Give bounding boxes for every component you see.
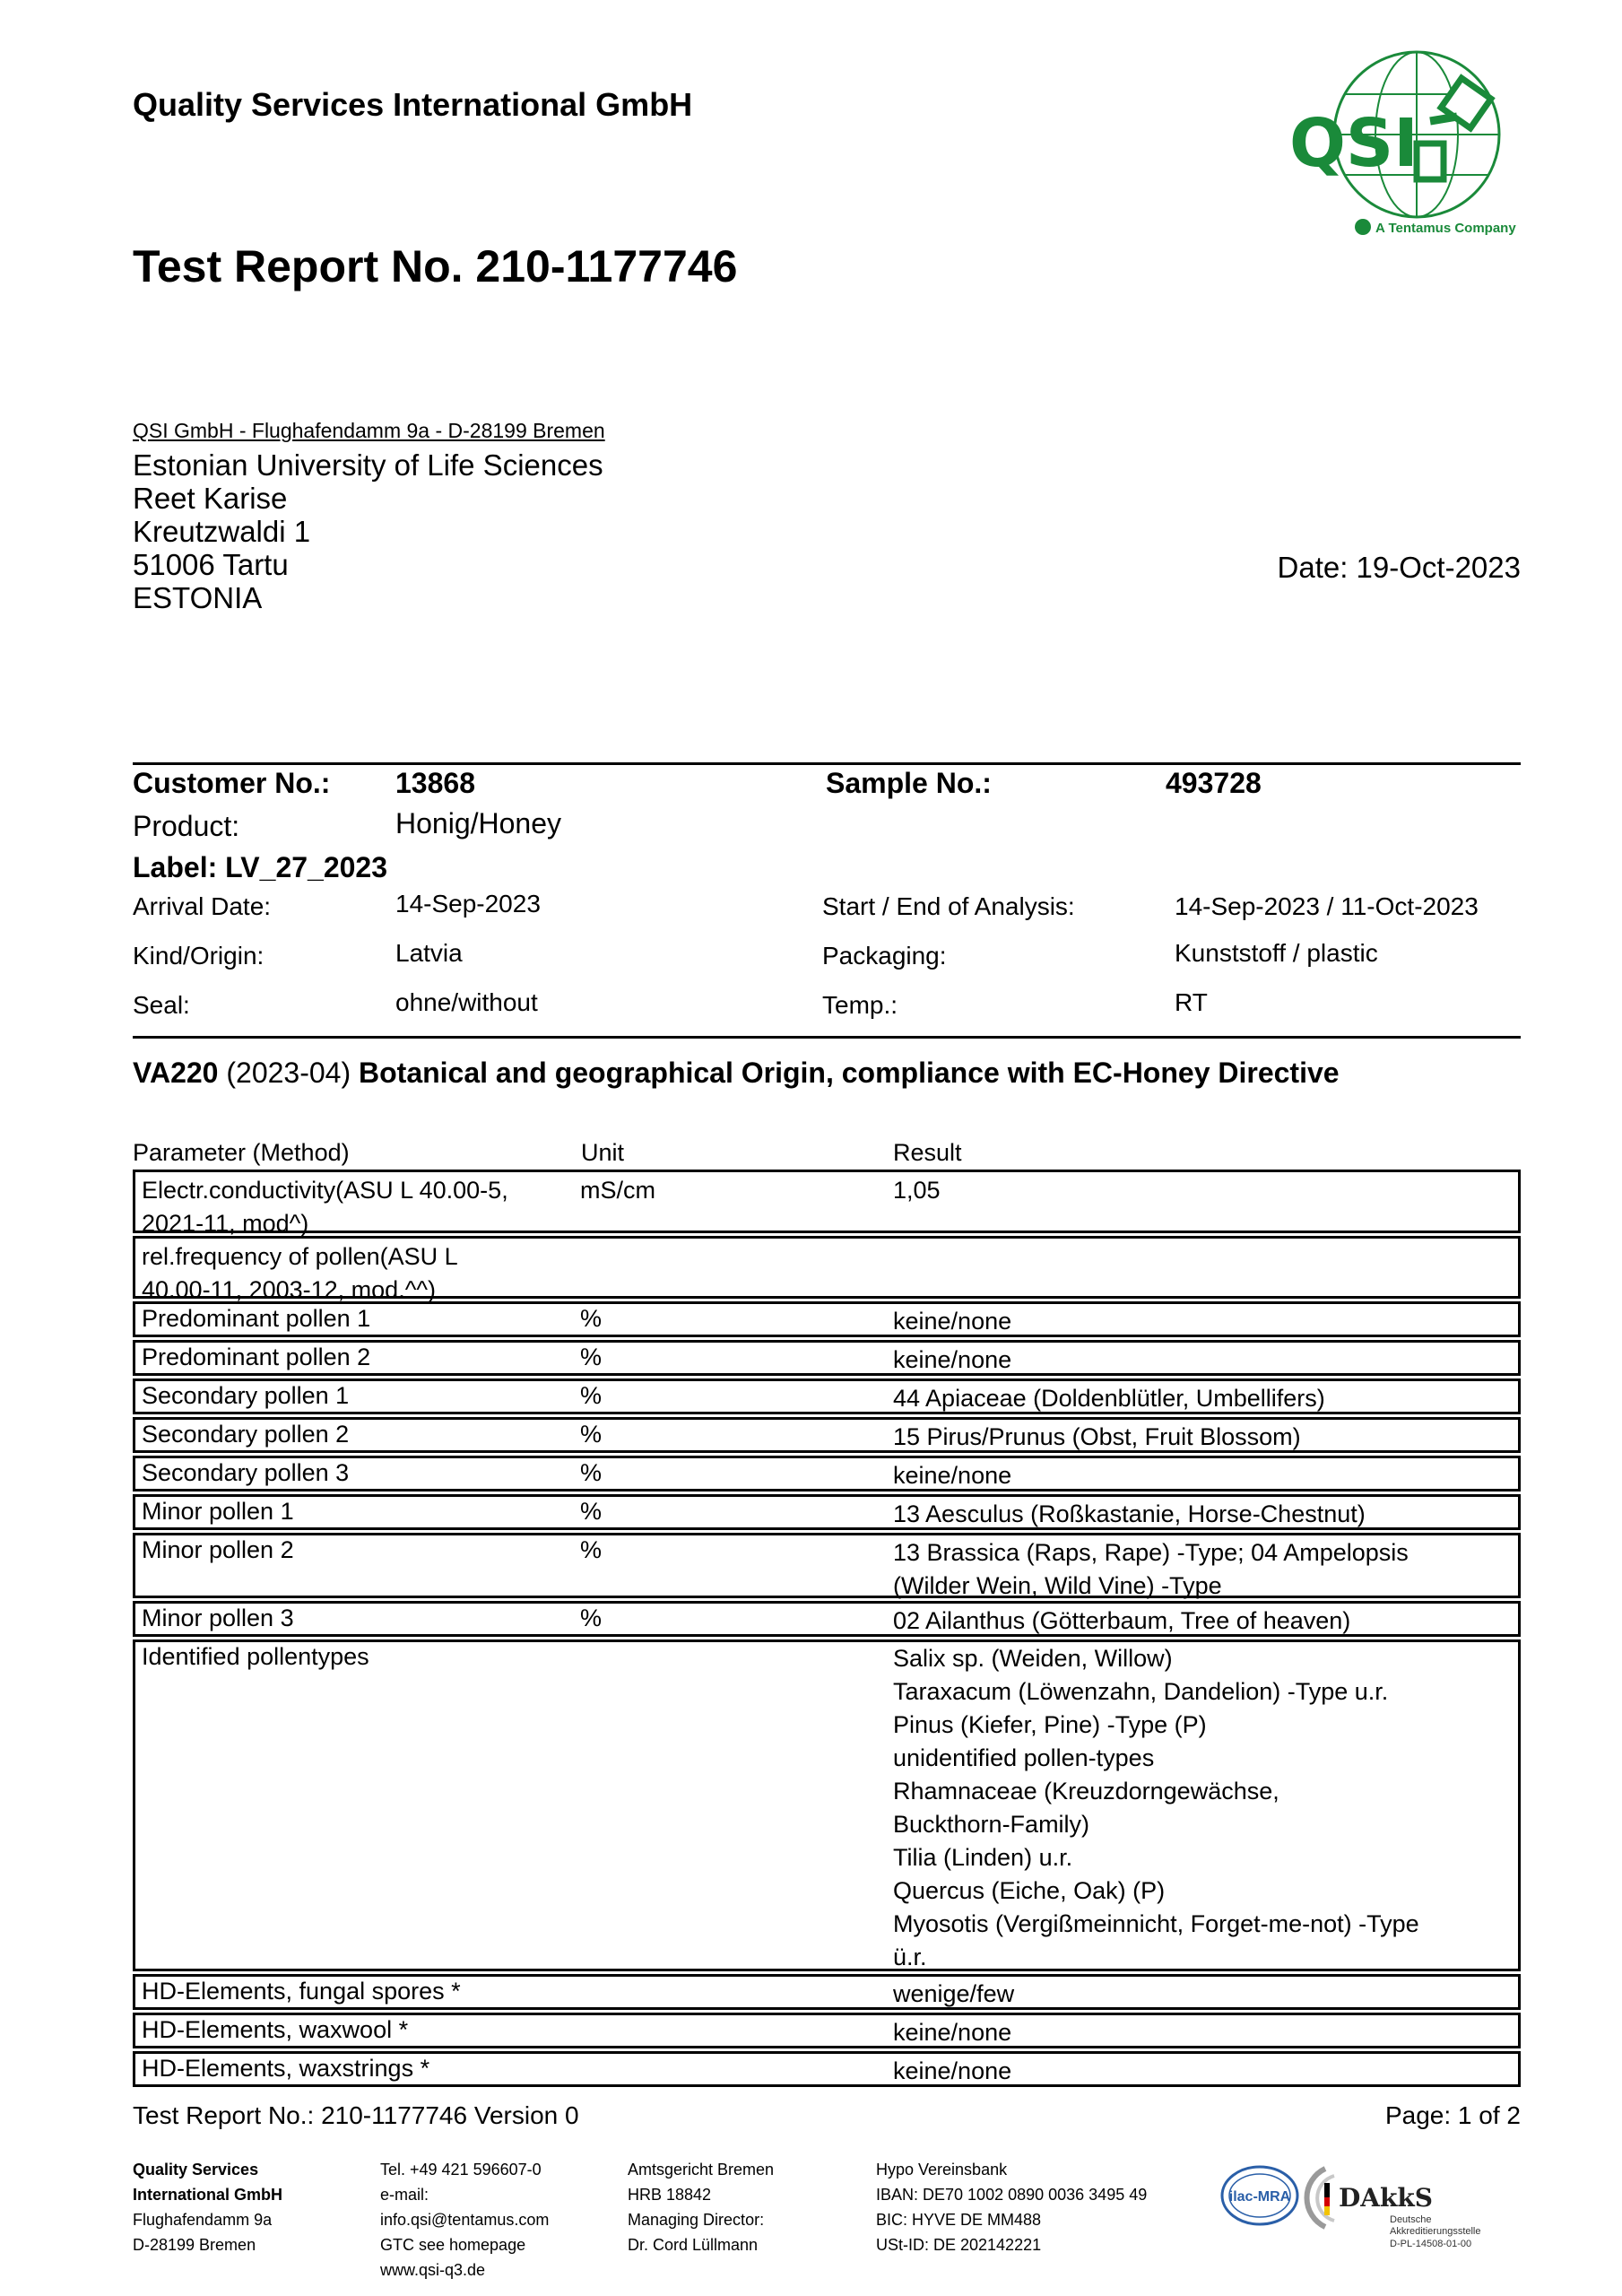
param-cell: Secondary pollen 2 [142, 1421, 350, 1448]
param-cell: Minor pollen 3 [142, 1605, 294, 1631]
method-code: VA220 [133, 1057, 219, 1089]
param-cell: Identified pollentypes [142, 1643, 369, 1670]
temp-value: RT [1175, 988, 1208, 1016]
address-line-5: ESTONIA [133, 581, 263, 614]
table-row [133, 1378, 1521, 1414]
footer-col-registry: Amtsgericht Bremen HRB 18842 Managing Director: Dr. Cord Lüllmann [628, 2161, 775, 2254]
param-cell: Minor pollen 2 [142, 1536, 294, 1563]
unit-cell: % [580, 1498, 603, 1525]
col-header-param: Parameter (Method) [133, 1139, 350, 1166]
table-row [133, 1639, 1521, 1971]
unit-cell: mS/cm [580, 1177, 655, 1204]
result-cell: 44 Apiaceae (Doldenblütler, Umbellifers) [893, 1385, 1325, 1412]
table-row [133, 1340, 1521, 1376]
footer-col-bank: Hypo Vereinsbank IBAN: DE70 1002 0890 0036 3495 49 BIC: HYVE DE MM488 USt-ID: DE 202142221 [876, 2161, 1148, 2254]
sample-no-value: 493728 [1166, 767, 1262, 799]
param-cell: Predominant pollen 1 [142, 1305, 371, 1332]
result-cell: wenige/few [893, 1980, 1015, 2007]
product-label: Product: [133, 810, 240, 842]
param-cell: Secondary pollen 3 [142, 1459, 350, 1486]
qsi-logo [1282, 40, 1524, 251]
table-row [133, 1494, 1521, 1530]
table-row [133, 1456, 1521, 1492]
ilac-mra-icon [1222, 2167, 1297, 2224]
col-header-result: Result [893, 1139, 962, 1166]
origin-label: Kind/Origin: [133, 942, 265, 970]
address-line-1: Estonian University of Life Sciences [133, 448, 603, 482]
result-cell: Salix sp. (Weiden, Willow) Taraxacum (Löwenzahn, Dandelion) -Type u.r. Pinus (Kiefer, Pine) -Type (P) unidentified pollen-types Rhamnaceae (Kreuzdorngewächse, Buckthorn-Family) Tilia (Linden) u.r. Quercus (Eiche, Oak) (P) Myosotis (Vergißmeinnicht, Forget-me-not) -Type ü.r. [893, 1645, 1419, 1970]
company-name: Quality Services International GmbH [133, 86, 693, 123]
unit-cell: % [580, 1536, 603, 1563]
result-cell: 15 Pirus/Prunus (Obst, Fruit Blossom) [893, 1423, 1301, 1450]
sample-no-label: Sample No.: [826, 767, 992, 799]
result-cell: 13 Aesculus (Roßkastanie, Horse-Chestnut) [893, 1500, 1366, 1527]
footer-col-contact: Tel. +49 421 596607-0 e-mail: info.qsi@tentamus.com GTC see homepage www.qsi-q3.de [380, 2161, 550, 2279]
svg-text:Akkreditierungsstelle: Akkreditierungsstelle [1390, 2226, 1481, 2237]
analysis-value: 14-Sep-2023 / 11-Oct-2023 [1175, 892, 1479, 920]
qsi-logo-text: QSI [1289, 105, 1418, 182]
dakks-icon [1306, 2169, 1480, 2249]
result-cell: 1,05 [893, 1177, 941, 1204]
method-version: (2023-04) [218, 1057, 359, 1089]
result-cell: keine/none [893, 2019, 1012, 2046]
param-cell: Secondary pollen 1 [142, 1382, 350, 1409]
table-row [133, 1170, 1521, 1237]
param-cell: HD-Elements, waxstrings * [142, 2055, 430, 2082]
table-row [133, 1974, 1521, 2010]
report-title: Test Report No. 210-1177746 [133, 241, 738, 291]
packaging-label: Packaging: [822, 942, 947, 970]
result-cell: keine/none [893, 1308, 1012, 1335]
result-cell: keine/none [893, 1346, 1012, 1373]
tentamus-tagline: A Tentamus Company [1375, 221, 1516, 236]
table-row [133, 1236, 1521, 1303]
result-cell: 02 Ailanthus (Götterbaum, Tree of heaven) [893, 1607, 1351, 1634]
arrival-date-value: 14-Sep-2023 [395, 890, 541, 918]
packaging-value: Kunststoff / plastic [1175, 939, 1378, 967]
address-line-2: Reet Karise [133, 482, 288, 515]
param-cell: Minor pollen 1 [142, 1498, 294, 1525]
table-row [133, 1417, 1521, 1453]
unit-cell: % [580, 1459, 603, 1486]
table-row [133, 1533, 1521, 1598]
divider-top [133, 762, 1521, 765]
page-number: Page: 1 of 2 [1384, 2101, 1521, 2129]
result-cell: 13 Brassica (Raps, Rape) -Type; 04 Ampelopsis (Wilder Wein, Wild Vine) -Type [893, 1539, 1409, 1599]
footer-col-company: Quality Services International GmbH Flughafendamm 9a D-28199 Bremen [133, 2161, 283, 2254]
svg-text:Deutsche: Deutsche [1390, 2214, 1432, 2225]
table-row [133, 1601, 1521, 1637]
table-row [133, 1301, 1521, 1337]
unit-cell: % [580, 1344, 603, 1370]
report-date: Date: 19-Oct-2023 [1277, 551, 1521, 584]
arrival-date-label: Arrival Date: [133, 892, 272, 920]
seal-label: Seal: [133, 991, 190, 1019]
svg-text:ilac-MRA: ilac-MRA [1228, 2189, 1291, 2205]
col-header-unit: Unit [581, 1139, 625, 1166]
report-version: Test Report No.: 210-1177746 Version 0 [133, 2101, 579, 2129]
result-cell: keine/none [893, 1462, 1012, 1489]
sender-line: QSI GmbH - Flughafendamm 9a - D-28199 Bremen [133, 419, 605, 442]
method-title: Botanical and geographical Origin, compliance with EC-Honey Directive [359, 1057, 1340, 1089]
unit-cell: % [580, 1605, 603, 1631]
param-cell: rel.frequency of pollen(ASU L 40.00-11, 2003-12, mod.^^) [142, 1243, 458, 1303]
table-row [133, 2013, 1521, 2048]
origin-value: Latvia [395, 939, 463, 967]
param-cell: HD-Elements, fungal spores * [142, 1978, 461, 2005]
accreditation-badges [1219, 2151, 1524, 2249]
unit-cell: % [580, 1421, 603, 1448]
address-line-4: 51006 Tartu [133, 548, 289, 581]
param-cell: HD-Elements, waxwool * [142, 2016, 409, 2043]
customer-no-value: 13868 [395, 767, 475, 799]
unit-cell: % [580, 1305, 603, 1332]
param-cell: Electr.conductivity(ASU L 40.00-5, 2021-11, mod^) [142, 1177, 508, 1237]
param-cell: Predominant pollen 2 [142, 1344, 371, 1370]
label-line: Label: LV_27_2023 [133, 851, 388, 883]
customer-no-label: Customer No.: [133, 767, 331, 799]
temp-label: Temp.: [822, 991, 898, 1019]
product-value: Honig/Honey [395, 807, 561, 839]
divider-bottom [133, 1036, 1521, 1039]
table-row [133, 2051, 1521, 2087]
svg-text:D-PL-14508-01-00: D-PL-14508-01-00 [1390, 2239, 1472, 2249]
svg-text:DAkkS: DAkkS [1339, 2183, 1434, 2213]
method-heading [133, 1057, 1340, 1090]
unit-cell: % [580, 1382, 603, 1409]
seal-value: ohne/without [395, 988, 538, 1016]
address-line-3: Kreutzwaldi 1 [133, 515, 311, 548]
result-cell: keine/none [893, 2057, 1012, 2084]
analysis-label: Start / End of Analysis: [822, 892, 1075, 920]
